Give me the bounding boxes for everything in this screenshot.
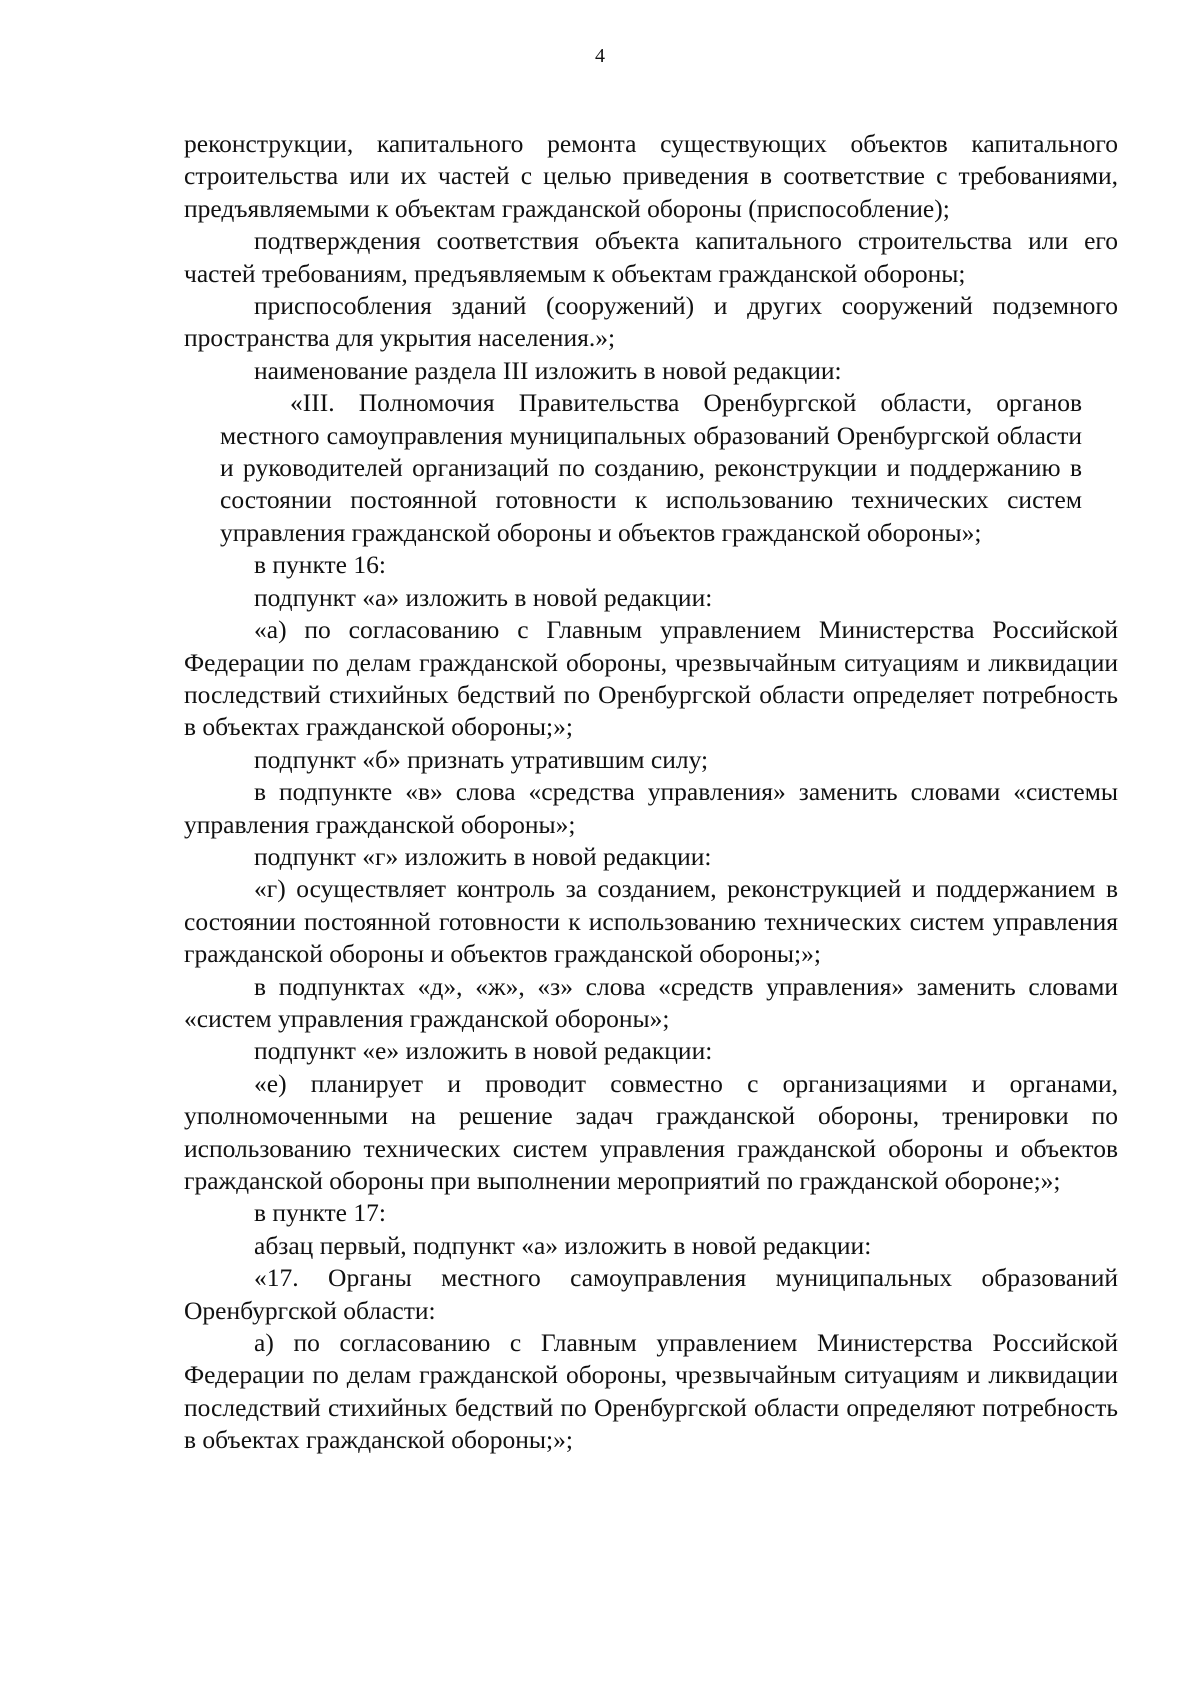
paragraph: подтверждения соответствия объекта капитального строительства или его частей требованиям, предъявляемым к объектам гражданской обороны;	[184, 226, 1118, 288]
paragraph: подпункт «е» изложить в новой редакции:	[254, 1036, 713, 1066]
paragraph: в пункте 16:	[254, 550, 386, 580]
paragraph: подпункт «а» изложить в новой редакции:	[254, 582, 713, 612]
paragraph: «е) планирует и проводит совместно с организациями и органами, уполномоченными на решение задач гражданской обороны, тренировки по использованию технических систем управления гражданской обороны и объектов гражданской обороны при выполнении мероприятий по гражданской обороне;»;	[184, 1068, 1118, 1195]
document-body	[184, 128, 1118, 1457]
paragraph: приспособления зданий (сооружений) и других сооружений подземного пространства для укрытия населения.»;	[184, 291, 1118, 353]
paragraph: а) по согласованию с Главным управлением Министерства Российской Федерации по делам гражданской обороны, чрезвычайным ситуациям и ликвидации последствий стихийных бедствий по Оренбургской области определяют потребность в объектах гражданской обороны;»;	[184, 1328, 1118, 1455]
paragraph: «а) по согласованию с Главным управлением Министерства Российской Федерации по делам гражданской обороны, чрезвычайным ситуациям и ликвидации последствий стихийных бедствий по Оренбургской области определяет потребность в объектах гражданской обороны;»;	[184, 615, 1118, 742]
paragraph: «17. Органы местного самоуправления муниципальных образований Оренбургской области:	[184, 1263, 1118, 1325]
section-heading: «III. Полномочия Правительства Оренбургской области, органов местного самоуправления муниципальных образований Оренбургской области и руководителей организаций по созданию, реконструкции и поддержанию в состоянии постоянной готовности к использованию технических систем управления гражданской обороны и объектов гражданской обороны»;	[220, 388, 1082, 547]
paragraph: подпункт «г» изложить в новой редакции:	[254, 841, 712, 871]
paragraph: наименование раздела III изложить в новой редакции:	[254, 355, 842, 385]
paragraph: подпункт «б» признать утратившим силу;	[254, 744, 709, 774]
paragraph: в подпункте «в» слова «средства управления» заменить словами «системы управления гражданской обороны»;	[184, 777, 1118, 839]
paragraph: реконструкции, капитального ремонта существующих объектов капитального строительства или их частей с целью приведения в соответствие с требованиями, предъявляемыми к объектам гражданской обороны (приспособление);	[184, 129, 1118, 223]
paragraph: абзац первый, подпункт «а» изложить в новой редакции:	[254, 1230, 872, 1260]
paragraph: в пункте 17:	[254, 1198, 386, 1228]
paragraph: в подпунктах «д», «ж», «з» слова «средств управления» заменить словами «систем управления гражданской обороны»;	[184, 971, 1118, 1033]
page-number: 4	[595, 45, 605, 67]
paragraph: «г) осуществляет контроль за созданием, реконструкцией и поддержанием в состоянии постоянной готовности к использованию технических систем управления гражданской обороны и объектов гражданской обороны;»;	[184, 874, 1118, 969]
